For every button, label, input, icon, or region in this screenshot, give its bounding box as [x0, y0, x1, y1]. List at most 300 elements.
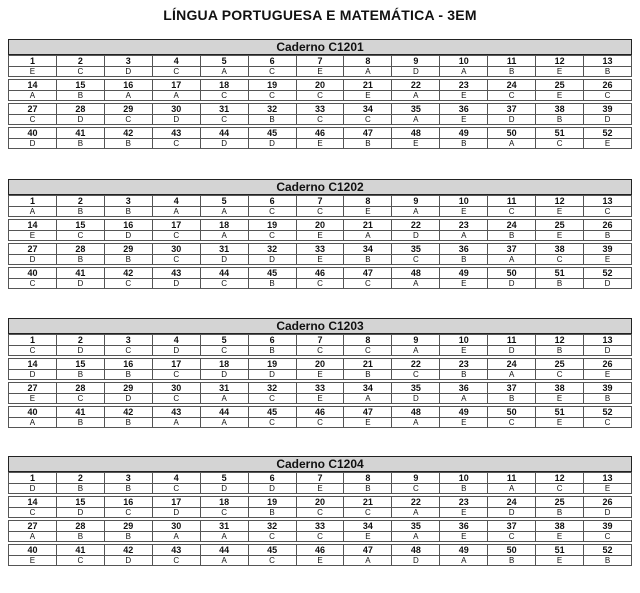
booklet-section	[8, 179, 632, 289]
question-number-cell: 5	[200, 335, 248, 346]
answer-cell: A	[392, 279, 440, 289]
question-number-cell: 28	[56, 521, 104, 532]
answer-cell: C	[296, 508, 344, 518]
answer-cell: A	[440, 556, 488, 566]
answer-cell: E	[296, 139, 344, 149]
question-number-cell: 1	[9, 335, 57, 346]
question-number-cell: 51	[536, 407, 584, 418]
answer-cell: A	[344, 394, 392, 404]
question-number-cell: 49	[440, 268, 488, 279]
question-number-cell: 16	[104, 80, 152, 91]
answer-cell: A	[392, 207, 440, 217]
answer-cell: B	[536, 508, 584, 518]
question-number-cell: 45	[248, 268, 296, 279]
answer-cell: D	[56, 508, 104, 518]
answer-cell: C	[9, 508, 57, 518]
answer-cell: D	[584, 279, 632, 289]
question-number-cell: 24	[488, 80, 536, 91]
answer-cell: B	[584, 394, 632, 404]
answer-cell: E	[9, 556, 57, 566]
answer-cell: A	[344, 67, 392, 77]
question-number-cell: 10	[440, 335, 488, 346]
answer-cell: A	[488, 139, 536, 149]
question-number-cell: 19	[248, 80, 296, 91]
question-number-cell: 25	[536, 220, 584, 231]
answer-table	[8, 55, 632, 149]
answer-cell: B	[440, 255, 488, 265]
answer-cell: B	[56, 418, 104, 428]
question-number-cell: 52	[584, 128, 632, 139]
question-number-cell: 3	[104, 56, 152, 67]
question-number-cell: 7	[296, 335, 344, 346]
question-number-cell: 2	[56, 56, 104, 67]
answer-cell: D	[392, 556, 440, 566]
answer-cell: B	[104, 139, 152, 149]
answer-cell: C	[248, 67, 296, 77]
answer-cell: E	[9, 231, 57, 241]
question-number-cell: 36	[440, 104, 488, 115]
answer-cell: A	[344, 231, 392, 241]
answer-cell: E	[296, 484, 344, 494]
question-number-cell: 42	[104, 268, 152, 279]
question-number-cell: 32	[248, 104, 296, 115]
answer-cell: D	[9, 255, 57, 265]
answer-cell: B	[584, 231, 632, 241]
question-number-cell: 33	[296, 383, 344, 394]
answer-cell: A	[200, 532, 248, 542]
question-number-cell: 33	[296, 244, 344, 255]
answer-cell: E	[440, 279, 488, 289]
question-number-row	[9, 80, 632, 91]
answer-cell: D	[392, 67, 440, 77]
answer-cell: C	[344, 115, 392, 125]
question-number-cell: 12	[536, 335, 584, 346]
answer-cell: B	[104, 484, 152, 494]
answer-row	[9, 139, 632, 149]
answer-cell: E	[536, 231, 584, 241]
question-number-cell: 42	[104, 407, 152, 418]
answer-cell: C	[152, 231, 200, 241]
question-number-cell: 40	[9, 407, 57, 418]
answer-cell: B	[56, 91, 104, 101]
question-number-cell: 26	[584, 220, 632, 231]
question-number-cell: 30	[152, 244, 200, 255]
answer-cell: C	[200, 279, 248, 289]
question-number-cell: 44	[200, 268, 248, 279]
question-number-cell: 12	[536, 56, 584, 67]
answer-cell: C	[200, 346, 248, 356]
question-number-cell: 15	[56, 80, 104, 91]
answer-cell: C	[104, 279, 152, 289]
question-number-cell: 40	[9, 128, 57, 139]
question-number-cell: 44	[200, 407, 248, 418]
answer-cell: C	[296, 532, 344, 542]
question-number-cell: 13	[584, 335, 632, 346]
question-number-cell: 1	[9, 196, 57, 207]
answer-cell: D	[200, 255, 248, 265]
answer-cell: C	[536, 484, 584, 494]
question-number-cell: 31	[200, 244, 248, 255]
question-number-cell: 1	[9, 56, 57, 67]
answer-cell: A	[152, 418, 200, 428]
answer-cell: C	[296, 207, 344, 217]
question-number-cell: 5	[200, 196, 248, 207]
answer-cell: E	[344, 418, 392, 428]
question-number-row	[9, 335, 632, 346]
question-number-cell: 23	[440, 359, 488, 370]
answer-cell: C	[584, 207, 632, 217]
question-number-cell: 38	[536, 244, 584, 255]
question-number-cell: 33	[296, 104, 344, 115]
question-number-cell: 44	[200, 128, 248, 139]
answer-cell: A	[9, 207, 57, 217]
question-number-cell: 36	[440, 244, 488, 255]
question-number-cell: 9	[392, 335, 440, 346]
answer-cell: C	[200, 91, 248, 101]
question-number-cell: 19	[248, 497, 296, 508]
question-number-cell: 35	[392, 104, 440, 115]
answer-cell: A	[9, 418, 57, 428]
answer-cell: C	[296, 279, 344, 289]
question-number-cell: 7	[296, 196, 344, 207]
question-number-cell: 14	[9, 220, 57, 231]
question-number-cell: 42	[104, 545, 152, 556]
question-number-cell: 37	[488, 244, 536, 255]
answer-cell: A	[440, 394, 488, 404]
answer-cell: C	[488, 532, 536, 542]
answer-cell: C	[488, 207, 536, 217]
question-number-cell: 37	[488, 104, 536, 115]
answer-cell: E	[9, 394, 57, 404]
answer-cell: C	[56, 394, 104, 404]
answer-cell: E	[344, 532, 392, 542]
answer-cell: C	[536, 255, 584, 265]
question-number-cell: 14	[9, 359, 57, 370]
question-number-cell: 18	[200, 497, 248, 508]
answer-cell: B	[584, 67, 632, 77]
answer-cell: C	[56, 556, 104, 566]
question-number-cell: 21	[344, 80, 392, 91]
question-number-cell: 32	[248, 244, 296, 255]
answer-cell: B	[440, 139, 488, 149]
question-number-cell: 47	[344, 268, 392, 279]
question-number-cell: 50	[488, 128, 536, 139]
answer-cell: B	[104, 207, 152, 217]
answer-cell: C	[152, 370, 200, 380]
answer-cell: C	[248, 532, 296, 542]
answer-cell: E	[536, 207, 584, 217]
question-number-cell: 11	[488, 473, 536, 484]
answer-cell: C	[152, 556, 200, 566]
answer-cell: C	[344, 279, 392, 289]
question-number-cell: 3	[104, 335, 152, 346]
question-number-cell: 20	[296, 220, 344, 231]
question-number-cell: 8	[344, 335, 392, 346]
question-number-cell: 8	[344, 56, 392, 67]
answer-cell: C	[56, 231, 104, 241]
question-number-cell: 48	[392, 268, 440, 279]
answer-cell: D	[9, 139, 57, 149]
answer-cell: E	[296, 394, 344, 404]
question-number-cell: 11	[488, 196, 536, 207]
question-number-cell: 4	[152, 56, 200, 67]
answer-cell: D	[248, 484, 296, 494]
answer-cell: E	[584, 370, 632, 380]
answer-cell: D	[248, 139, 296, 149]
question-number-cell: 6	[248, 196, 296, 207]
question-number-cell: 10	[440, 56, 488, 67]
question-number-cell: 33	[296, 521, 344, 532]
answer-cell: E	[296, 231, 344, 241]
answer-cell: A	[152, 91, 200, 101]
question-number-cell: 30	[152, 383, 200, 394]
question-number-cell: 21	[344, 220, 392, 231]
answer-cell: D	[488, 279, 536, 289]
question-number-cell: 52	[584, 268, 632, 279]
question-number-cell: 22	[392, 80, 440, 91]
answer-cell: D	[152, 346, 200, 356]
answer-cell: B	[56, 255, 104, 265]
answer-table	[8, 472, 632, 566]
answer-cell: C	[248, 207, 296, 217]
question-number-cell: 49	[440, 128, 488, 139]
answer-cell: D	[200, 484, 248, 494]
answer-row	[9, 279, 632, 289]
question-number-row	[9, 359, 632, 370]
answer-cell: C	[152, 139, 200, 149]
answer-cell: C	[296, 418, 344, 428]
answer-row	[9, 91, 632, 101]
answer-cell: E	[440, 508, 488, 518]
answer-table	[8, 195, 632, 289]
question-number-cell: 38	[536, 521, 584, 532]
answer-cell: B	[488, 67, 536, 77]
question-number-row	[9, 220, 632, 231]
answer-cell: A	[200, 67, 248, 77]
question-number-cell: 8	[344, 473, 392, 484]
answer-cell: E	[584, 139, 632, 149]
answer-cell: E	[344, 91, 392, 101]
booklet-title: Caderno C1201	[8, 39, 632, 55]
answer-cell: C	[248, 556, 296, 566]
answer-cell: E	[584, 255, 632, 265]
answer-cell: C	[104, 508, 152, 518]
question-number-cell: 13	[584, 473, 632, 484]
answer-row	[9, 255, 632, 265]
answer-cell: C	[248, 394, 296, 404]
question-number-row	[9, 545, 632, 556]
answer-cell: C	[392, 484, 440, 494]
question-number-cell: 18	[200, 220, 248, 231]
question-number-cell: 32	[248, 383, 296, 394]
question-number-cell: 28	[56, 104, 104, 115]
question-number-cell: 4	[152, 335, 200, 346]
question-number-cell: 13	[584, 56, 632, 67]
answer-cell: E	[536, 556, 584, 566]
question-number-cell: 40	[9, 268, 57, 279]
answer-cell: A	[440, 67, 488, 77]
answer-cell: A	[152, 207, 200, 217]
booklet-title: Caderno C1204	[8, 456, 632, 472]
answer-table	[8, 334, 632, 428]
answer-cell: C	[200, 115, 248, 125]
question-number-cell: 15	[56, 497, 104, 508]
answer-cell: A	[392, 346, 440, 356]
question-number-cell: 51	[536, 545, 584, 556]
answer-cell: D	[248, 370, 296, 380]
question-number-cell: 43	[152, 268, 200, 279]
answer-cell: B	[56, 139, 104, 149]
answer-row	[9, 115, 632, 125]
question-number-cell: 19	[248, 359, 296, 370]
answer-cell: E	[440, 532, 488, 542]
question-number-cell: 41	[56, 545, 104, 556]
answer-cell: C	[296, 115, 344, 125]
question-number-row	[9, 521, 632, 532]
question-number-cell: 38	[536, 104, 584, 115]
question-number-cell: 46	[296, 268, 344, 279]
answer-cell: D	[488, 508, 536, 518]
question-number-cell: 47	[344, 407, 392, 418]
answer-cell: D	[152, 279, 200, 289]
answer-cell: C	[152, 255, 200, 265]
question-number-cell: 39	[584, 104, 632, 115]
answer-cell: A	[9, 91, 57, 101]
answer-cell: C	[584, 91, 632, 101]
answer-cell: C	[200, 508, 248, 518]
answer-row	[9, 484, 632, 494]
question-number-cell: 14	[9, 497, 57, 508]
question-number-row	[9, 407, 632, 418]
question-number-cell: 50	[488, 268, 536, 279]
question-number-cell: 30	[152, 104, 200, 115]
question-number-cell: 48	[392, 545, 440, 556]
question-number-cell: 37	[488, 383, 536, 394]
answer-cell: C	[248, 231, 296, 241]
question-number-cell: 32	[248, 521, 296, 532]
question-number-cell: 34	[344, 521, 392, 532]
question-number-cell: 29	[104, 521, 152, 532]
question-number-cell: 43	[152, 128, 200, 139]
answer-cell: D	[56, 346, 104, 356]
answer-cell: C	[488, 418, 536, 428]
booklet-section	[8, 39, 632, 149]
question-number-row	[9, 497, 632, 508]
question-number-cell: 31	[200, 104, 248, 115]
answer-cell: C	[536, 139, 584, 149]
question-number-cell: 26	[584, 80, 632, 91]
question-number-cell: 19	[248, 220, 296, 231]
answer-cell: B	[56, 532, 104, 542]
question-number-cell: 16	[104, 497, 152, 508]
question-number-cell: 21	[344, 359, 392, 370]
question-number-cell: 34	[344, 104, 392, 115]
question-number-row	[9, 244, 632, 255]
answer-cell: E	[296, 370, 344, 380]
answer-cell: E	[296, 67, 344, 77]
question-number-row	[9, 128, 632, 139]
answer-cell: C	[392, 255, 440, 265]
question-number-cell: 27	[9, 244, 57, 255]
question-number-row	[9, 268, 632, 279]
answer-cell: B	[56, 207, 104, 217]
question-number-row	[9, 104, 632, 115]
question-number-cell: 45	[248, 545, 296, 556]
question-number-row	[9, 196, 632, 207]
answer-cell: B	[536, 346, 584, 356]
answer-cell: B	[56, 484, 104, 494]
question-number-cell: 29	[104, 244, 152, 255]
answer-cell: B	[104, 255, 152, 265]
question-number-cell: 48	[392, 128, 440, 139]
question-number-cell: 24	[488, 497, 536, 508]
answer-cell: C	[344, 346, 392, 356]
question-number-cell: 25	[536, 80, 584, 91]
answer-cell: B	[344, 370, 392, 380]
question-number-cell: 20	[296, 359, 344, 370]
answer-row	[9, 370, 632, 380]
answer-cell: A	[104, 91, 152, 101]
question-number-cell: 35	[392, 244, 440, 255]
question-number-cell: 34	[344, 383, 392, 394]
answer-cell: B	[104, 418, 152, 428]
question-number-cell: 17	[152, 220, 200, 231]
answer-cell: D	[488, 115, 536, 125]
question-number-cell: 31	[200, 521, 248, 532]
question-number-cell: 18	[200, 359, 248, 370]
question-number-cell: 22	[392, 497, 440, 508]
answer-cell: A	[392, 115, 440, 125]
question-number-cell: 18	[200, 80, 248, 91]
question-number-cell: 3	[104, 196, 152, 207]
question-number-cell: 38	[536, 383, 584, 394]
answer-cell: C	[9, 115, 57, 125]
answer-cell: B	[536, 115, 584, 125]
answer-cell: C	[344, 508, 392, 518]
question-number-cell: 23	[440, 220, 488, 231]
page-title: LÍNGUA PORTUGUESA E MATEMÁTICA - 3EM	[163, 7, 477, 23]
question-number-cell: 46	[296, 128, 344, 139]
answer-cell: A	[200, 556, 248, 566]
question-number-cell: 23	[440, 497, 488, 508]
answer-row	[9, 346, 632, 356]
answer-cell: C	[152, 394, 200, 404]
answer-cell: A	[152, 532, 200, 542]
answer-cell: C	[488, 91, 536, 101]
question-number-cell: 17	[152, 497, 200, 508]
answer-cell: B	[488, 556, 536, 566]
question-number-cell: 11	[488, 56, 536, 67]
answer-cell: E	[440, 91, 488, 101]
question-number-cell: 47	[344, 545, 392, 556]
question-number-cell: 5	[200, 473, 248, 484]
question-number-cell: 46	[296, 545, 344, 556]
answer-cell: A	[200, 394, 248, 404]
answer-cell: B	[488, 394, 536, 404]
answer-cell: E	[584, 484, 632, 494]
question-number-cell: 35	[392, 521, 440, 532]
question-number-cell: 6	[248, 56, 296, 67]
answer-cell: C	[296, 91, 344, 101]
answer-cell: B	[536, 279, 584, 289]
answer-cell: D	[9, 484, 57, 494]
question-number-cell: 30	[152, 521, 200, 532]
answer-cell: E	[536, 394, 584, 404]
answer-cell: B	[488, 231, 536, 241]
question-number-cell: 27	[9, 104, 57, 115]
question-number-cell: 39	[584, 383, 632, 394]
question-number-cell: 11	[488, 335, 536, 346]
